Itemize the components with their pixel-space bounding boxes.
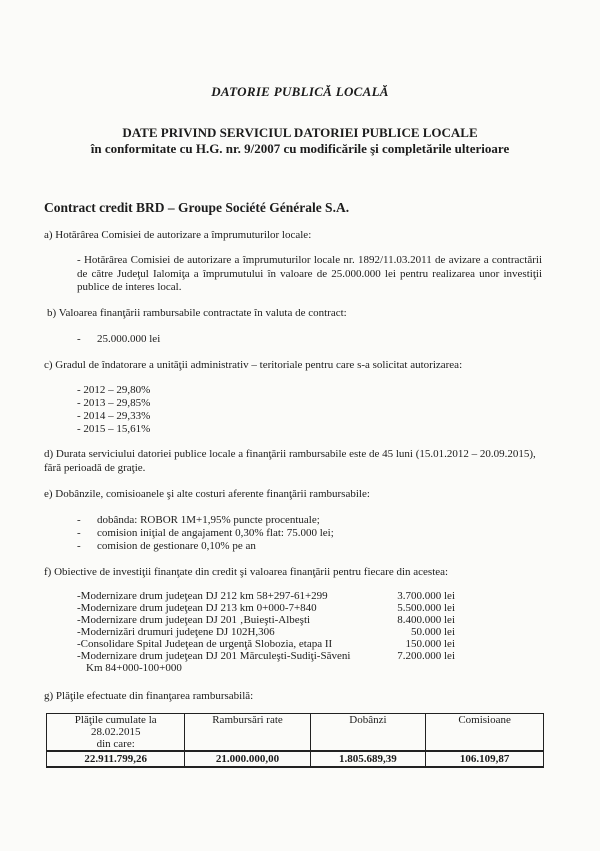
section-e-bullet: - xyxy=(77,540,81,552)
document-subtitle-line2: în conformitate cu H.G. nr. 9/2007 cu modificările şi completările ulterioare xyxy=(90,141,510,156)
document-title: DATORIE PUBLICĂ LOCALĂ xyxy=(211,84,389,99)
investment-value: 150.000 lei xyxy=(405,638,455,650)
payments-column-header: Comisioane xyxy=(426,714,544,752)
section-e-item: comision iniţial de angajament 0,30% flat: 75.000 lei; xyxy=(97,527,334,539)
section-a-heading: a) Hotărârea Comisiei de autorizare a împrumuturilor locale: xyxy=(44,229,312,241)
payments-table xyxy=(46,713,544,768)
section-c-item: - 2015 – 15,61% xyxy=(77,423,151,435)
section-e-heading: e) Dobânzile, comisioanele şi alte costuri aferente finanţării rambursabile: xyxy=(44,488,370,500)
investment-name: -Modernizare drum judeţean DJ 201 Mărculeşti-Sudiţi-Săveni xyxy=(77,650,351,662)
payments-cell: 22.911.799,26 xyxy=(47,751,185,767)
investment-name: -Consolidare Spital Judeţean de urgenţă Slobozia, etapa II xyxy=(77,638,333,650)
investment-name: -Modernizări drumuri judeţene DJ 102H,306 xyxy=(77,626,275,638)
investment-value: 5.500.000 lei xyxy=(397,602,455,614)
investment-value: 8.400.000 lei xyxy=(397,614,455,626)
investment-value: 7.200.000 lei xyxy=(397,650,455,662)
section-e-item: dobânda: ROBOR 1M+1,95% puncte procentuale; xyxy=(97,514,320,526)
payments-column-header xyxy=(47,714,185,752)
section-f-heading: f) Obiective de investiţii finanţate din credit şi valoarea finanţării pentru fiecare din acestea: xyxy=(44,566,449,578)
section-c-item: - 2012 – 29,80% xyxy=(77,384,151,396)
investment-value: 3.700.000 lei xyxy=(397,590,455,602)
payments-column-header: Dobânzi xyxy=(310,714,426,752)
payments-table-header-row xyxy=(47,714,544,752)
investment-value: 50.000 lei xyxy=(411,626,455,638)
contract-title: Contract credit BRD – Groupe Société Générale S.A. xyxy=(44,200,350,215)
section-e-bullet: - xyxy=(77,514,81,526)
payments-table-row xyxy=(47,751,544,767)
payments-column-header-line2: din care: xyxy=(96,738,135,750)
payments-column-header: Rambursări rate xyxy=(185,714,310,752)
investment-name-continuation: Km 84+000-100+000 xyxy=(86,662,182,674)
payments-cell: 21.000.000,00 xyxy=(185,751,310,767)
document-subtitle-line1: DATE PRIVIND SERVICIUL DATORIEI PUBLICE LOCALE xyxy=(122,125,478,140)
investment-name: -Modernizare drum judeţean DJ 213 km 0+000-7+840 xyxy=(77,602,317,614)
section-b-heading: b) Valoarea finanţării rambursabile contractate în valuta de contract: xyxy=(47,307,347,319)
section-c-item: - 2014 – 29,33% xyxy=(77,410,151,422)
section-d-text: d) Durata serviciului datoriei publice locale a finanţării rambursabile este de 45 luni (15.01.2012 – 20.09.2015), fără perioadă de graţie. xyxy=(44,448,536,474)
payments-column-header-line1: Plăţile cumulate la 28.02.2015 xyxy=(74,714,157,738)
investment-name: -Modernizare drum judeţean DJ 201 ‚Buieşti-Albeşti xyxy=(77,614,311,626)
section-c-heading: c) Gradul de îndatorare a unităţii administrativ – teritoriale pentru care s-a solicitat autorizarea: xyxy=(44,359,463,371)
payments-cell: 1.805.689,39 xyxy=(310,751,426,767)
section-e-bullet: - xyxy=(77,527,81,539)
section-a-text: - Hotărârea Comisiei de autorizare a împrumuturilor locale nr. 1892/11.03.2011 de avizare a contractării de către Judeţul Ialomiţa a împrumutului în valoare de 25.000.000 lei pentru realizarea unor investiţii publice de interes local. xyxy=(77,254,542,293)
payments-cell: 106.109,87 xyxy=(426,751,544,767)
section-g-heading: g) Plăţile efectuate din finanţarea rambursabilă: xyxy=(44,690,254,702)
section-c-item: - 2013 – 29,85% xyxy=(77,397,151,409)
section-b-dash: - xyxy=(77,333,81,345)
investment-name: -Modernizare drum judeţean DJ 212 km 58+297-61+299 xyxy=(77,590,328,602)
section-b-value: 25.000.000 lei xyxy=(97,333,161,345)
section-e-item: comision de gestionare 0,10% pe an xyxy=(97,540,256,552)
